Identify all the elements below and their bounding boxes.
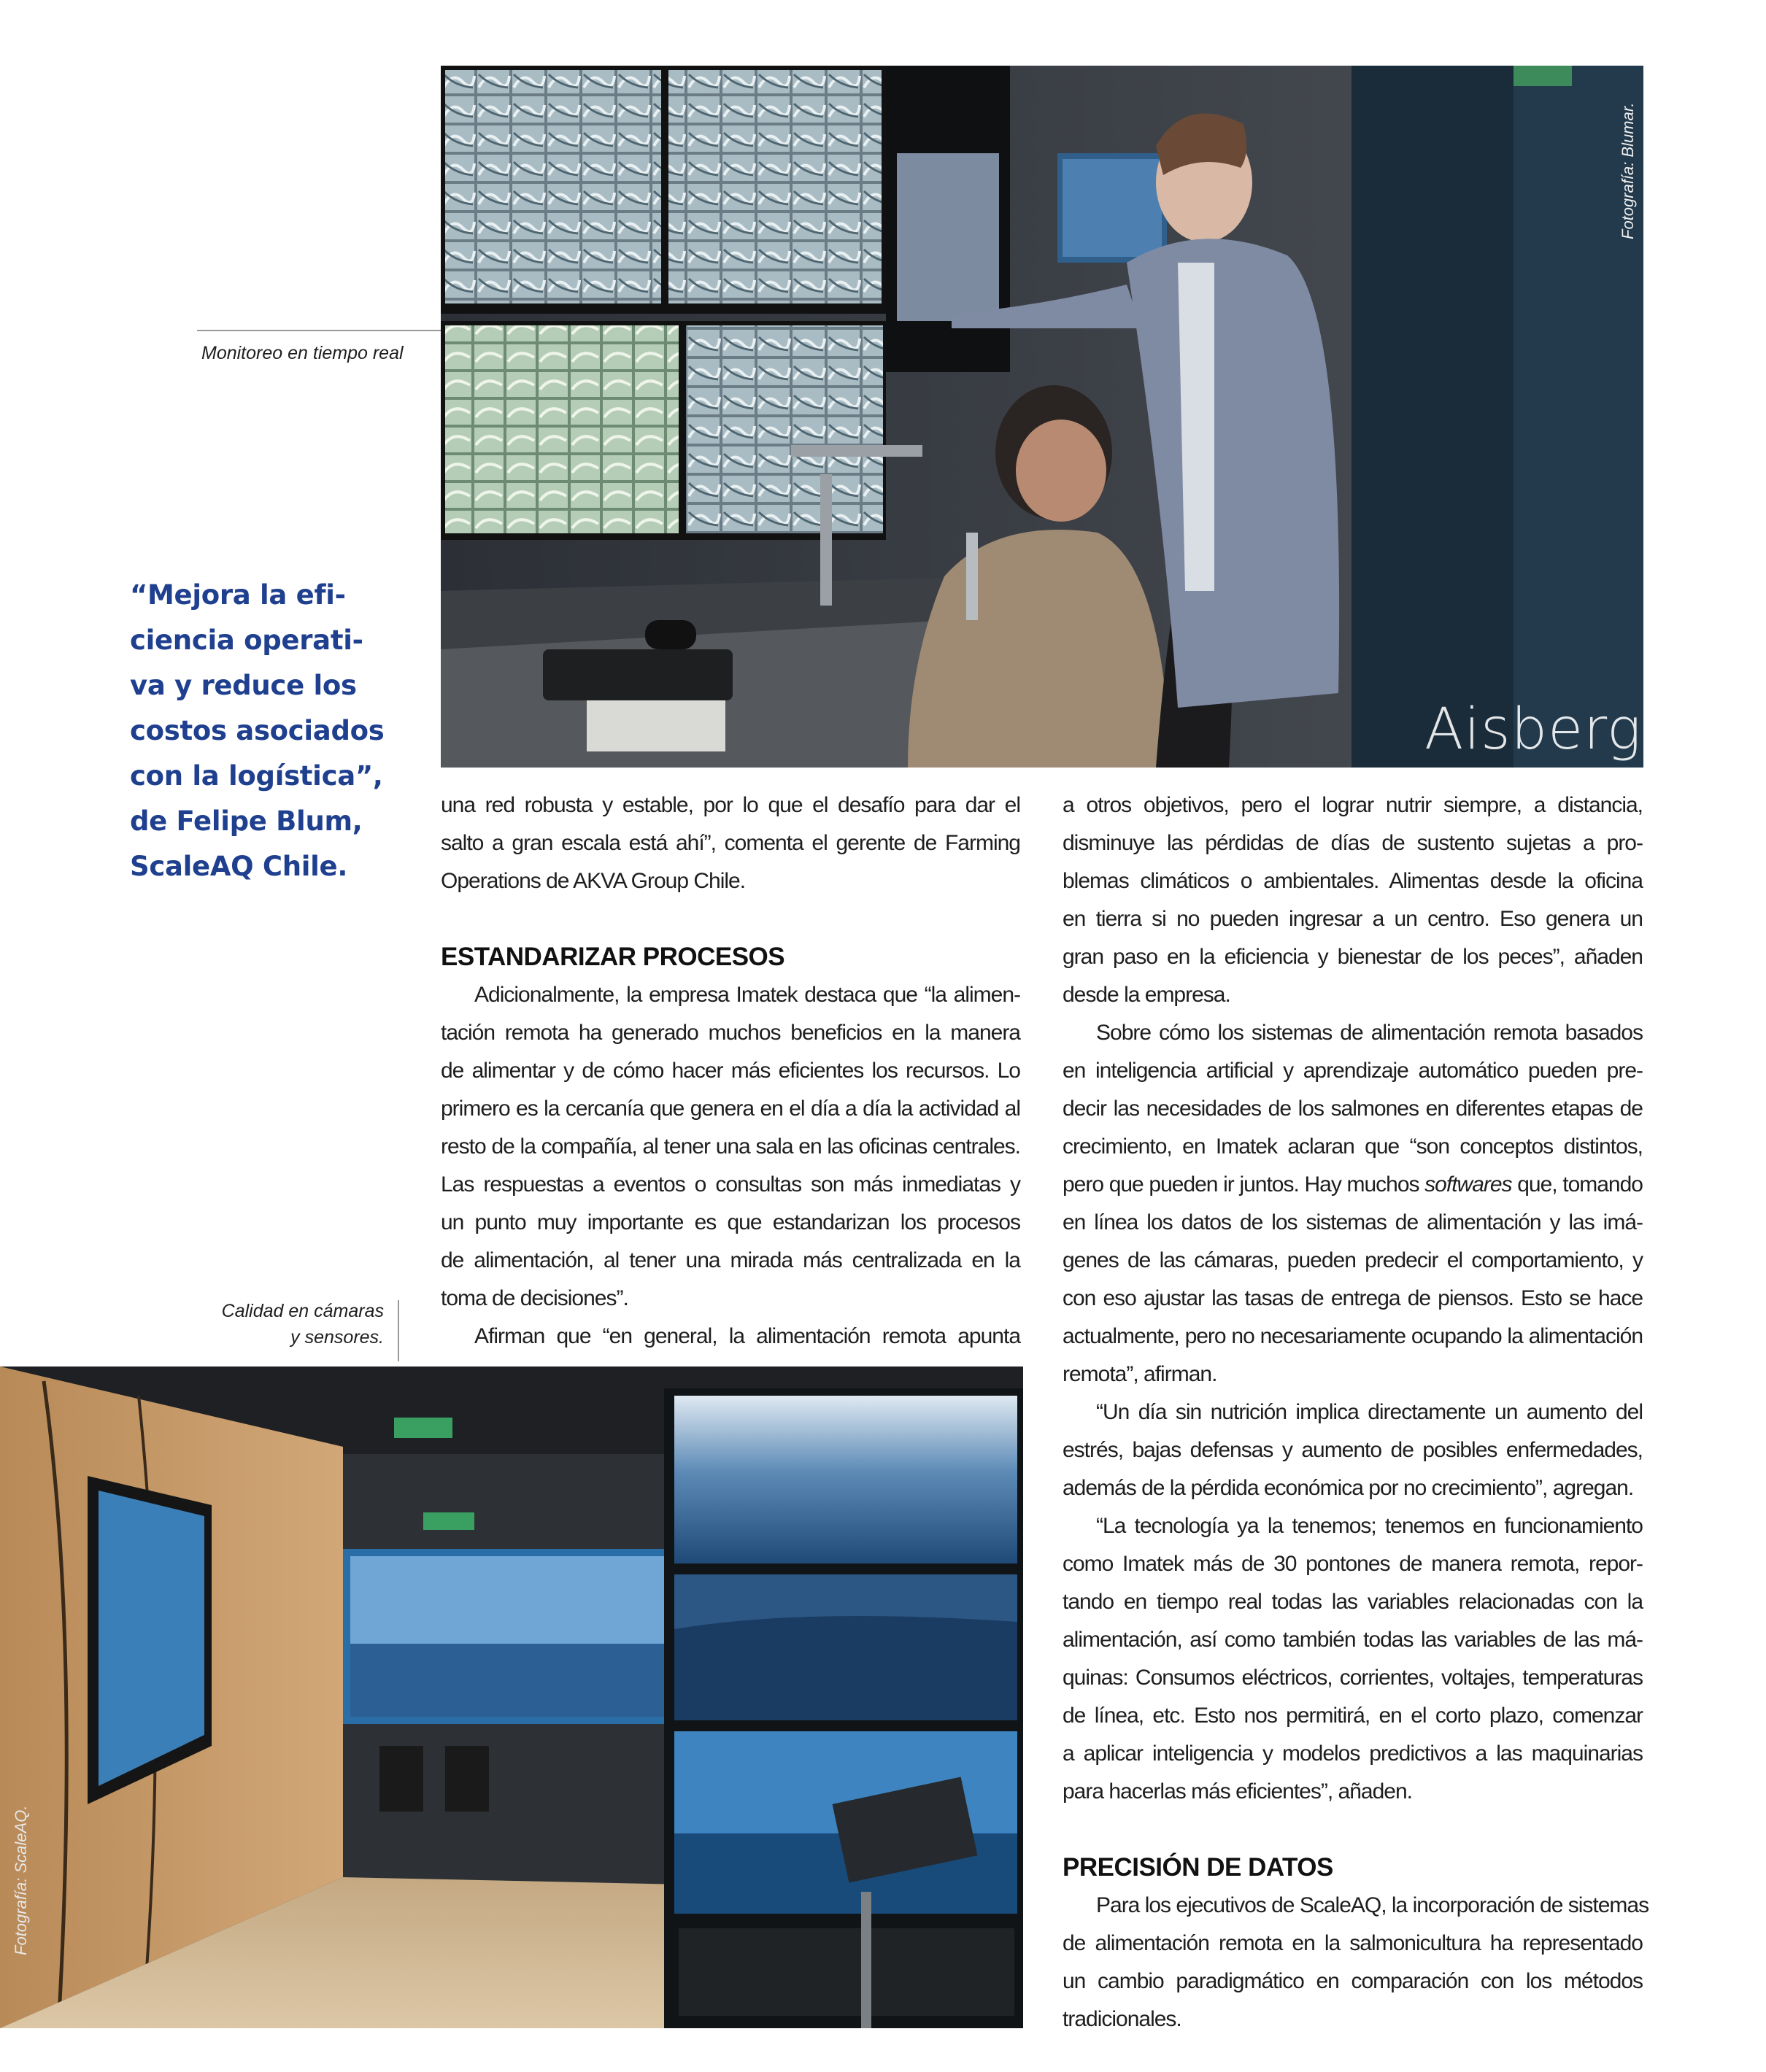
body-line: en inteligencia artificial y aprendizaje automático pueden pre- bbox=[1063, 1059, 1643, 1083]
photo-watermark-aisberg: Aisberg bbox=[1424, 697, 1642, 762]
body-line: remota”, afirman. bbox=[1063, 1362, 1217, 1386]
body-line: Adicionalmente, la empresa Imatek destaca que “la alimen- bbox=[474, 983, 1020, 1007]
body-line: a aplicar inteligencia y modelos predictivos a las maquinarias bbox=[1063, 1742, 1643, 1766]
caption-cameras-line-2: y sensores. bbox=[290, 1327, 384, 1348]
body-line: primero es la cercanía que genera en el día a día la actividad al bbox=[441, 1097, 1020, 1121]
body-line: un cambio paradigmático en comparación con los métodos bbox=[1063, 1969, 1643, 1993]
caption-divider-top bbox=[197, 330, 441, 331]
caption-cameras-line-1: Calidad en cámaras bbox=[221, 1301, 384, 1321]
article-column-right bbox=[1063, 786, 1649, 2038]
body-line: de línea, etc. Esto nos permitirá, en el corto plazo, comenzar bbox=[1063, 1704, 1643, 1728]
body-line-with-italic bbox=[1063, 1166, 1643, 1204]
body-line: además de la pérdida económica por no crecimiento”, agregan. bbox=[1063, 1476, 1634, 1500]
photo-credit-top: Fotografía: Blumar. bbox=[1619, 102, 1637, 239]
body-line: en tierra si no pueden ingresar a un centro. Eso genera un bbox=[1063, 907, 1643, 931]
pull-quote-line: “Mejora la efi- bbox=[130, 579, 346, 611]
body-line: tradicionales. bbox=[1063, 2007, 1181, 2031]
photo-monitoring-room bbox=[441, 66, 1643, 768]
body-text: pero que pueden ir juntos. Hay muchos bbox=[1063, 1172, 1425, 1197]
article-column-middle bbox=[441, 786, 1020, 1356]
body-line: “Un día sin nutrición implica directamente un aumento del bbox=[1096, 1400, 1643, 1424]
body-line: quinas: Consumos eléctricos, corrientes, voltajes, temperaturas bbox=[1063, 1666, 1643, 1690]
body-line: crecimiento, en Imatek aclaran que “son conceptos distintos, bbox=[1063, 1134, 1643, 1159]
body-line: un punto muy importante es que estandarizan los procesos bbox=[441, 1210, 1020, 1234]
body-line: de alimentar y de cómo hacer más eficientes los recursos. Lo bbox=[441, 1059, 1020, 1083]
body-text: que, tomando bbox=[1511, 1172, 1643, 1197]
body-line: salto a gran escala está ahí”, comenta el gerente de Farming bbox=[441, 831, 1020, 855]
body-line: en línea los datos de los sistemas de alimentación y las imá- bbox=[1063, 1210, 1643, 1234]
body-line: una red robusta y estable, por lo que el desafío para dar el bbox=[441, 793, 1020, 817]
italic-term: softwares bbox=[1424, 1172, 1512, 1197]
photo-control-room-illustration bbox=[0, 1366, 1023, 2028]
body-line: estrés, bajas defensas y aumento de posibles enfermedades, bbox=[1063, 1438, 1643, 1462]
body-line: a otros objetivos, pero el lograr nutrir siempre, a distancia, bbox=[1063, 793, 1643, 817]
pull-quote-line: ScaleAQ Chile. bbox=[130, 851, 348, 882]
pull-quote-line: ciencia operati- bbox=[130, 625, 363, 656]
body-line: Operations de AKVA Group Chile. bbox=[441, 869, 746, 893]
body-line: para hacerlas más eficientes”, añaden. bbox=[1063, 1779, 1412, 1804]
body-line: toma de decisiones”. bbox=[441, 1286, 628, 1310]
body-line: desde la empresa. bbox=[1063, 983, 1230, 1007]
section-heading-precision: PRECISIÓN DE DATOS bbox=[1063, 1853, 1333, 1882]
body-line: gran paso en la eficiencia y bienestar de los peces”, añaden bbox=[1063, 945, 1643, 969]
body-line: Las respuestas a eventos o consultas son más inmediatas y bbox=[441, 1172, 1020, 1197]
section-heading-estandarizar: ESTANDARIZAR PROCESOS bbox=[441, 943, 785, 971]
body-line: como Imatek más de 30 pontones de manera remota, repor- bbox=[1063, 1552, 1643, 1576]
body-line: genes de las cámaras, pueden predecir el comportamiento, y bbox=[1063, 1248, 1643, 1272]
pull-quote bbox=[130, 573, 414, 889]
caption-cameras bbox=[175, 1298, 384, 1350]
body-line: disminuye las pérdidas de días de sustento sujetas a pro- bbox=[1063, 831, 1643, 855]
photo-monitoring-illustration bbox=[441, 66, 1643, 768]
pull-quote-line: de Felipe Blum, bbox=[130, 805, 363, 837]
body-line: “La tecnología ya la tenemos; tenemos en funcionamiento bbox=[1096, 1514, 1643, 1538]
caption-divider-bottom bbox=[398, 1300, 399, 1361]
pull-quote-line: costos asociados bbox=[130, 715, 385, 746]
body-line: de alimentación, al tener una mirada más centralizada en la bbox=[441, 1248, 1020, 1272]
body-line: Afirman que “en general, la alimentación remota apunta bbox=[474, 1324, 1020, 1348]
photo-control-room bbox=[0, 1366, 1023, 2028]
body-line: resto de la compañía, al tener una sala en las oficinas centrales. bbox=[441, 1134, 1020, 1159]
body-line: Para los ejecutivos de ScaleAQ, la incorporación de sistemas bbox=[1096, 1893, 1649, 1917]
body-line: con eso ajustar las tasas de entrega de piensos. Esto se hace bbox=[1063, 1286, 1643, 1310]
caption-monitoring: Monitoreo en tiempo real bbox=[201, 343, 404, 363]
body-line: decir las necesidades de los salmones en diferentes etapas de bbox=[1063, 1097, 1643, 1121]
body-line: tando en tiempo real todas las variables relacionadas con la bbox=[1063, 1590, 1643, 1614]
body-line: actualmente, pero no necesariamente ocupando la alimentación bbox=[1063, 1324, 1643, 1348]
body-line: Sobre cómo los sistemas de alimentación remota basados bbox=[1096, 1021, 1643, 1045]
body-line: de alimentación remota en la salmonicultura ha representado bbox=[1063, 1931, 1643, 1955]
photo-credit-bottom: Fotografía: ScaleAQ. bbox=[12, 1805, 30, 1955]
body-line: tación remota ha generado muchos beneficios en la manera bbox=[441, 1021, 1020, 1045]
body-line: blemas climáticos o ambientales. Alimentas desde la oficina bbox=[1063, 869, 1643, 893]
body-line: alimentación, así como también todas las variables de las má- bbox=[1063, 1628, 1643, 1652]
pull-quote-line: con la logística”, bbox=[130, 760, 383, 792]
pull-quote-line: va y reduce los bbox=[130, 670, 357, 701]
